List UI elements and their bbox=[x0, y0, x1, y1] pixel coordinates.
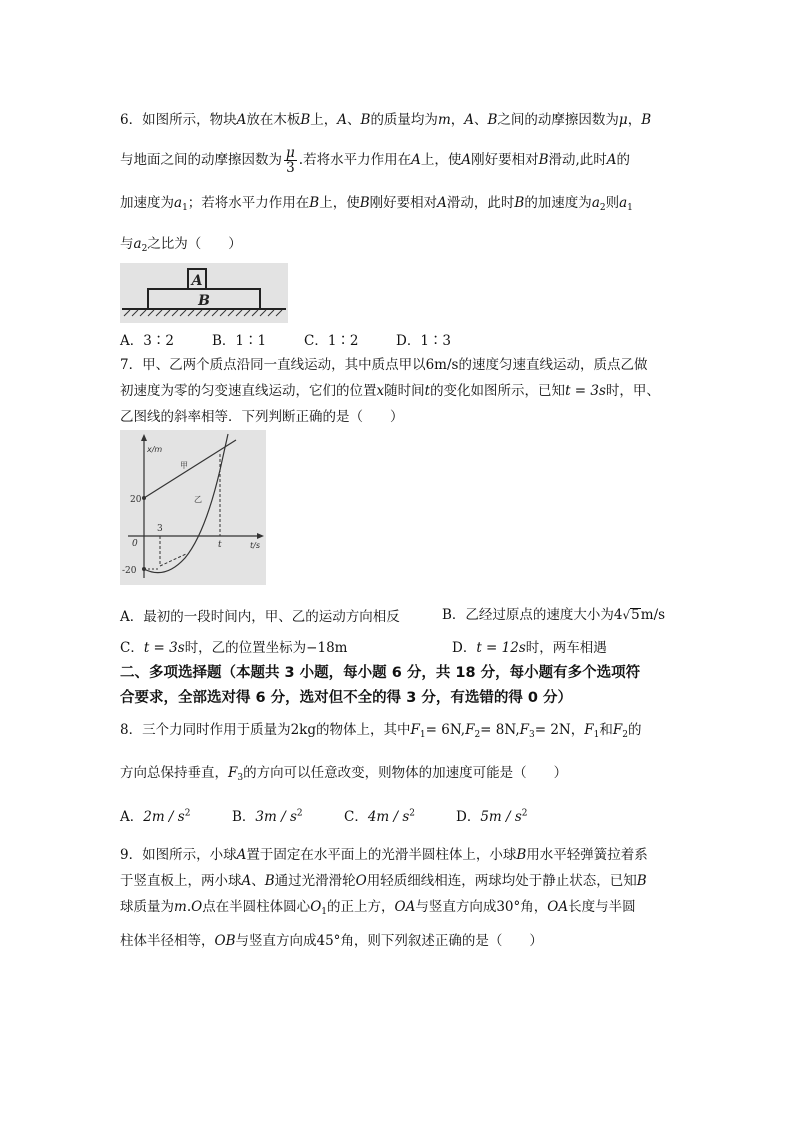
q9-line-4: 柱体半径相等，OB与竖直方向成45°角，则下列叙述正确的是（ ） bbox=[120, 933, 543, 949]
mu-over-3-fraction: $\frac{\mu}{3}$ bbox=[286, 145, 295, 176]
x-axis-label: t/s bbox=[250, 541, 260, 550]
q8-line-1: 8．三个力同时作用于质量为2kg的物体上，其中$F_1= 6N,F_2= 8N,F_3= 2N$，$F_1$和$F_2$的 bbox=[120, 722, 642, 740]
y-axis-label: x/m bbox=[147, 445, 163, 454]
label-yi: 乙 bbox=[194, 495, 202, 504]
ground-hatching bbox=[124, 310, 282, 316]
label-jia: 甲 bbox=[180, 461, 188, 470]
y-axis-arrow bbox=[141, 434, 147, 441]
q6-option-b[interactable]: B．1∶1 bbox=[212, 333, 267, 349]
q6-line-4: 与$a_2$之比为（ ） bbox=[120, 236, 242, 254]
tick-m20: -20 bbox=[122, 566, 137, 576]
q7-option-b[interactable]: B．乙经过原点的速度大小为4√5m/s bbox=[442, 607, 666, 623]
q6-line-2: 与地面之间的动摩擦因数为 $\frac{\mu}{3}$ .若将水平力作用在A上，使A刚好要相对B滑动,此时A的 bbox=[120, 145, 631, 176]
q8-options bbox=[120, 805, 528, 825]
tangent-dashed bbox=[160, 554, 186, 566]
tick-3: 3 bbox=[157, 524, 163, 534]
q8-option-a[interactable]: A．$2m / s^2$ bbox=[120, 808, 191, 825]
q8-option-d[interactable]: D．$5m / s^2$ bbox=[456, 808, 528, 825]
q8-option-b[interactable]: B．$3m / s^2$ bbox=[232, 808, 303, 825]
q6-options bbox=[120, 329, 451, 349]
q6-line-3: 加速度为$a_1$；若将水平力作用在B上，使B刚好要相对A滑动，此时B的加速度为$a_2$则$a_1$ bbox=[120, 195, 633, 213]
q7-option-c[interactable]: C．t = 3s时，乙的位置坐标为−18m bbox=[120, 640, 348, 656]
q6-option-c[interactable]: C．1∶2 bbox=[304, 333, 359, 349]
q6-option-d[interactable]: D．1∶3 bbox=[396, 333, 452, 349]
q7-line-1: 7．甲、乙两个质点沿同一直线运动，其中质点甲以6m/s的速度匀速直线运动，质点乙做 bbox=[120, 357, 648, 373]
section-2-heading-line-1: 二、多项选择题（本题共 3 小题，每小题 6 分，共 18 分，每小题有多个选项符 bbox=[120, 665, 641, 681]
label-a: A bbox=[191, 273, 203, 289]
origin-label: 0 bbox=[132, 539, 138, 549]
curve-yi bbox=[144, 434, 228, 573]
q9-line-2: 于竖直板上，两小球A、B通过光滑滑轮O用轻质细线相连，两球均处于静止状态，已知B bbox=[120, 873, 647, 889]
q8-option-c[interactable]: C．$4m / s^2$ bbox=[344, 808, 416, 825]
q8-line-2: 方向总保持垂直，$F_3$的方向可以任意改变，则物体的加速度可能是（ ） bbox=[120, 765, 568, 783]
q7-line-3: 乙图线的斜率相等．下列判断正确的是（ ） bbox=[120, 409, 404, 425]
tick-t: t bbox=[218, 540, 222, 550]
section-2-heading-line-2: 合要求，全部选对得 6 分，选对但不全的得 3 分，有选错的得 0 分） bbox=[120, 690, 573, 706]
point-20 bbox=[142, 496, 146, 500]
q7-option-d[interactable]: D．t = 12s时，两车相遇 bbox=[452, 640, 607, 656]
block-diagram bbox=[120, 263, 288, 323]
q7-line-2: 初速度为零的匀变速直线运动，它们的位置x随时间t的变化如图所示，已知t = 3s时，甲、 bbox=[120, 383, 660, 399]
x-axis-arrow bbox=[257, 533, 264, 539]
q6-block-figure bbox=[120, 263, 288, 323]
q9-line-3: 球质量为m.O点在半圆柱体圆心$O_1$的正上方，OA与竖直方向成30°角，OA长度与半圆 bbox=[120, 899, 636, 917]
q9-line-1: 9．如图所示，小球A置于固定在水平面上的光滑半圆柱体上，小球B用水平轻弹簧拉着系 bbox=[120, 847, 648, 863]
x-t-graph bbox=[120, 430, 266, 585]
q7-position-time-graph bbox=[120, 430, 266, 585]
tick-20: 20 bbox=[130, 495, 142, 505]
q6-option-a[interactable]: A．3∶2 bbox=[120, 333, 174, 349]
label-b: B bbox=[198, 293, 210, 309]
point-m20 bbox=[142, 567, 146, 571]
q6-line-1: 6．如图所示，物块A放在木板B上，A、B的质量均为m，A、B之间的动摩擦因数为μ，B bbox=[120, 112, 652, 128]
q7-option-a[interactable]: A．最初的一段时间内，甲、乙的运动方向相反 bbox=[120, 609, 400, 625]
